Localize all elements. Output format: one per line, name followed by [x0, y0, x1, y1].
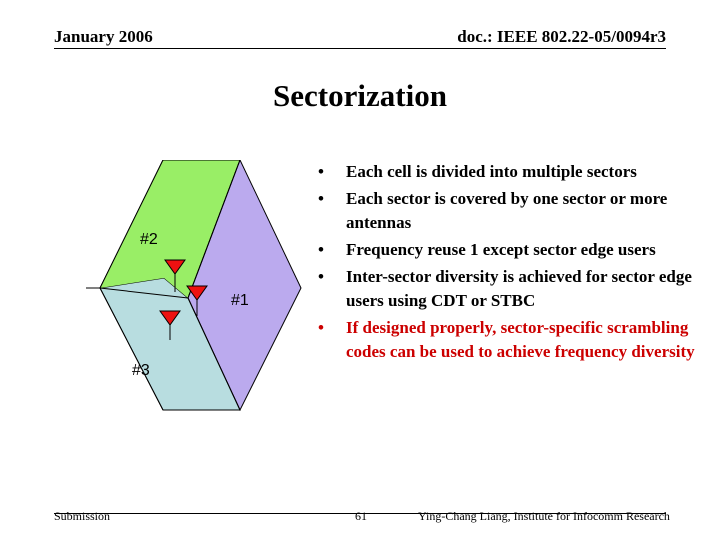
- sector-3-label: #3: [132, 362, 150, 379]
- sector-1-label: #1: [231, 292, 249, 309]
- header-date: January 2006: [54, 27, 153, 46]
- bullet-text: Each sector is covered by one sector or more antennas: [346, 189, 668, 232]
- bullet-item: [318, 160, 698, 184]
- footer-submission: Submission: [54, 509, 111, 523]
- bullet-text: Inter-sector diversity is achieved for sector edge users using CDT or STBC: [346, 267, 692, 310]
- header-doc-id: doc.: IEEE 802.22-05/0094r3: [457, 27, 666, 46]
- bullet-text: Each cell is divided into multiple sectors: [346, 162, 637, 181]
- bullet-icon: •: [318, 318, 324, 337]
- bullet-item: [318, 238, 698, 262]
- bullet-icon: •: [318, 189, 324, 208]
- footer-author: Ying-Chang Liang, Institute for Infocomm Research: [418, 509, 670, 523]
- bullet-item-highlighted: [318, 316, 698, 364]
- bullet-icon: •: [318, 240, 324, 259]
- bullet-item: [318, 265, 698, 313]
- sectorization-diagram: [86, 160, 306, 416]
- bullet-icon: •: [318, 267, 324, 286]
- bullet-icon: •: [318, 162, 324, 181]
- footer-page-number: 61: [355, 509, 367, 523]
- bullet-list: [318, 160, 698, 367]
- bullet-text: Frequency reuse 1 except sector edge users: [346, 240, 656, 259]
- bullet-text: If designed properly, sector-specific scrambling codes can be used to achieve frequency diversity: [346, 318, 695, 361]
- bullet-item: [318, 187, 698, 235]
- header-divider: [54, 48, 666, 49]
- sector-2-label: #2: [140, 231, 158, 248]
- slide-title: Sectorization: [273, 78, 447, 113]
